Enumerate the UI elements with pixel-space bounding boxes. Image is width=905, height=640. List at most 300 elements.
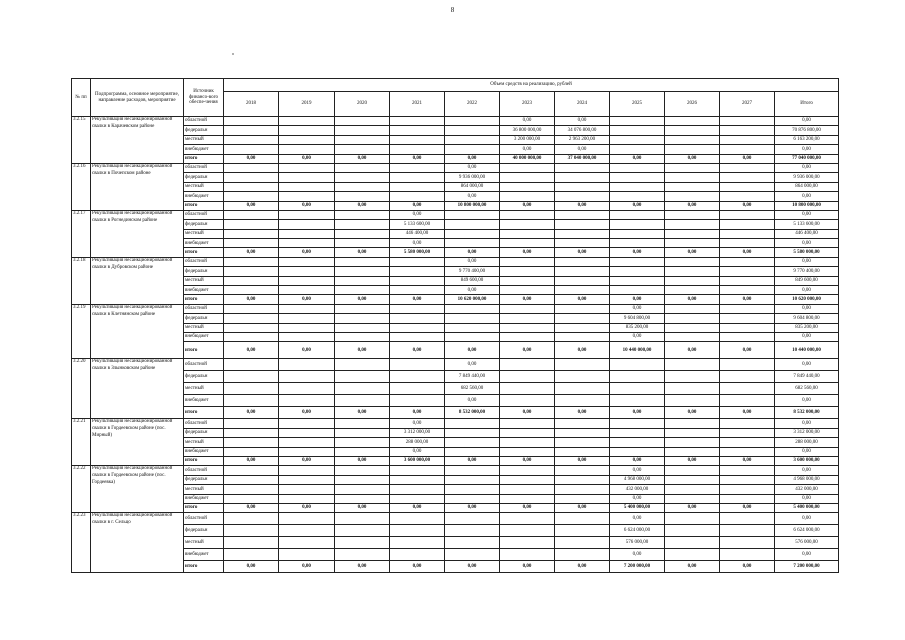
amount-cell (610, 371, 665, 383)
amount-cell: 0,00 (665, 503, 720, 512)
amount-cell: 9 604 800,00 (610, 314, 665, 323)
amount-cell (610, 126, 665, 135)
total-cell: 835 200,00 (775, 323, 839, 332)
amount-cell (610, 257, 665, 266)
amount-cell (500, 286, 555, 295)
amount-cell (720, 286, 775, 295)
table-row (72, 323, 839, 332)
table-row (72, 267, 839, 276)
total-cell: 7 200 000,00 (775, 561, 839, 573)
amount-cell (224, 192, 279, 201)
item-name: Рекультивация несанкционированной свалки в Злынковском районе (91, 359, 184, 419)
total-cell: 0,00 (775, 304, 839, 313)
item-name: Рекультивация несанкционированной свалки в Гордеевском районе (пос. Гордеевка) (91, 466, 184, 513)
amount-cell (279, 371, 335, 383)
funding-source: итого (184, 456, 224, 465)
amount-cell (224, 314, 279, 323)
amount-cell (224, 494, 279, 503)
funding-source: областной (184, 304, 224, 313)
amount-cell: 0,00 (500, 201, 555, 210)
table-row (72, 182, 839, 191)
amount-cell (665, 323, 720, 332)
total-cell: 77 040 000,00 (775, 154, 839, 163)
amount-cell (500, 383, 555, 395)
table-row (72, 438, 839, 447)
amount-cell (224, 485, 279, 494)
total-cell: 9 936 000,00 (775, 173, 839, 182)
amount-cell: 0,00 (224, 201, 279, 210)
funding-source: итого (184, 154, 224, 163)
amount-cell: 0,00 (390, 561, 445, 573)
amount-cell: 4 968 000,00 (610, 475, 665, 484)
amount-cell (390, 549, 445, 561)
amount-cell (500, 239, 555, 248)
total-cell: 0,00 (775, 359, 839, 371)
item-name: Рекультивация несанкционированной свалки в Рогнединском районе (91, 210, 184, 257)
funding-source: федеральн (184, 525, 224, 537)
amount-cell: 0,00 (279, 295, 335, 304)
amount-cell (390, 485, 445, 494)
amount-cell (555, 323, 610, 332)
amount-cell (335, 549, 390, 561)
amount-cell: 0,00 (279, 561, 335, 573)
table-row (72, 342, 839, 359)
total-cell: 0,00 (775, 145, 839, 154)
amount-cell (555, 220, 610, 229)
amount-cell (555, 485, 610, 494)
amount-cell: 3 600 000,00 (390, 456, 445, 465)
amount-cell: 0,00 (500, 407, 555, 419)
funding-source: внебюджет (184, 332, 224, 341)
total-cell: 8 532 000,00 (775, 407, 839, 419)
amount-cell (445, 525, 500, 537)
amount-cell (610, 192, 665, 201)
amount-cell: 835 200,00 (610, 323, 665, 332)
amount-cell (555, 267, 610, 276)
funding-source: местный (184, 383, 224, 395)
amount-cell (610, 117, 665, 126)
funding-source: итого (184, 407, 224, 419)
amount-cell (445, 438, 500, 447)
amount-cell: 9 936 000,00 (445, 173, 500, 182)
total-cell: 5 580 000,00 (775, 248, 839, 257)
total-cell: 0,00 (775, 117, 839, 126)
amount-cell: 0,00 (390, 295, 445, 304)
amount-cell (500, 229, 555, 238)
amount-cell (224, 286, 279, 295)
table-row (72, 485, 839, 494)
amount-cell (720, 229, 775, 238)
total-cell: 0,00 (775, 395, 839, 407)
table-row (72, 239, 839, 248)
amount-cell: 0,00 (390, 210, 445, 219)
amount-cell (665, 304, 720, 313)
amount-cell (610, 210, 665, 219)
amount-cell (445, 466, 500, 475)
funding-source: федеральн (184, 220, 224, 229)
amount-cell (335, 359, 390, 371)
amount-cell (720, 267, 775, 276)
amount-cell (224, 163, 279, 172)
table-row (72, 304, 839, 313)
funding-source: федеральн (184, 267, 224, 276)
amount-cell: 0,00 (610, 295, 665, 304)
amount-cell (390, 126, 445, 135)
amount-cell (720, 419, 775, 428)
amount-cell: 6 624 000,00 (610, 525, 665, 537)
amount-cell (279, 383, 335, 395)
amount-cell (665, 359, 720, 371)
amount-cell (390, 276, 445, 285)
amount-cell (335, 145, 390, 154)
amount-cell (279, 466, 335, 475)
amount-cell: 0,00 (555, 342, 610, 359)
total-cell: 9 604 800,00 (775, 314, 839, 323)
amount-cell (665, 466, 720, 475)
table-row (72, 447, 839, 456)
amount-cell (335, 192, 390, 201)
amount-cell (555, 475, 610, 484)
amount-cell: 0,00 (555, 407, 610, 419)
amount-cell (555, 257, 610, 266)
total-cell: 682 560,00 (775, 383, 839, 395)
total-cell: 6 163 200,00 (775, 135, 839, 144)
amount-cell: 0,00 (224, 407, 279, 419)
amount-cell (279, 192, 335, 201)
amount-cell (279, 304, 335, 313)
amount-cell: 0,00 (445, 257, 500, 266)
amount-cell (500, 525, 555, 537)
amount-cell: 0,00 (720, 456, 775, 465)
table-row (72, 359, 839, 371)
amount-cell (665, 537, 720, 549)
amount-cell: 0,00 (279, 407, 335, 419)
amount-cell (279, 447, 335, 456)
amount-cell (665, 267, 720, 276)
amount-cell (335, 126, 390, 135)
table-row (72, 286, 839, 295)
amount-cell (500, 304, 555, 313)
page-number: 8 (450, 6, 455, 14)
amount-cell (720, 525, 775, 537)
amount-cell (445, 145, 500, 154)
amount-cell (390, 513, 445, 525)
amount-cell (665, 182, 720, 191)
table-row (72, 135, 839, 144)
amount-cell (335, 163, 390, 172)
table-row (72, 145, 839, 154)
amount-cell (665, 173, 720, 182)
table-row (72, 257, 839, 266)
amount-cell: 0,00 (665, 407, 720, 419)
table-row (72, 475, 839, 484)
amount-cell (390, 163, 445, 172)
amount-cell (224, 323, 279, 332)
amount-cell: 0,00 (500, 456, 555, 465)
amount-cell (224, 182, 279, 191)
amount-cell: 0,00 (555, 145, 610, 154)
header-volume: Объем средств на реализацию, рублей (224, 79, 839, 92)
table-row (72, 210, 839, 219)
amount-cell (335, 513, 390, 525)
table-row (72, 537, 839, 549)
amount-cell (445, 117, 500, 126)
funding-source: итого (184, 561, 224, 573)
amount-cell (665, 239, 720, 248)
item-name: Рекультивация несанкционированной свалки в Карачевском районе (91, 117, 184, 164)
amount-cell (390, 466, 445, 475)
amount-cell (555, 428, 610, 437)
total-cell: 0,00 (775, 192, 839, 201)
amount-cell: 3 200 000,00 (500, 135, 555, 144)
amount-cell (445, 475, 500, 484)
amount-cell (500, 276, 555, 285)
amount-cell: 0,00 (610, 494, 665, 503)
item-number: 3.2.23 (72, 513, 91, 573)
amount-cell (500, 428, 555, 437)
funding-source: местный (184, 182, 224, 191)
amount-cell: 0,00 (720, 248, 775, 257)
amount-cell: 0,00 (500, 295, 555, 304)
amount-cell (665, 145, 720, 154)
amount-cell (500, 549, 555, 561)
amount-cell (335, 135, 390, 144)
amount-cell (445, 126, 500, 135)
amount-cell: 0,00 (335, 201, 390, 210)
total-cell: 3 312 000,00 (775, 428, 839, 437)
amount-cell: 288 000,00 (390, 438, 445, 447)
amount-cell: 0,00 (445, 286, 500, 295)
amount-cell (224, 145, 279, 154)
amount-cell (720, 549, 775, 561)
amount-cell: 0,00 (610, 332, 665, 341)
amount-cell (555, 419, 610, 428)
amount-cell (445, 314, 500, 323)
amount-cell: 0,00 (500, 145, 555, 154)
amount-cell (555, 210, 610, 219)
amount-cell (279, 314, 335, 323)
total-cell: 0,00 (775, 210, 839, 219)
table-row (72, 314, 839, 323)
amount-cell: 0,00 (665, 456, 720, 465)
amount-cell (665, 419, 720, 428)
amount-cell (279, 126, 335, 135)
amount-cell: 0,00 (279, 342, 335, 359)
funding-source: областной (184, 466, 224, 475)
amount-cell (500, 513, 555, 525)
amount-cell (720, 304, 775, 313)
amount-cell (224, 525, 279, 537)
table-row (72, 163, 839, 172)
item-number: 3.2.16 (72, 163, 91, 210)
amount-cell (390, 173, 445, 182)
funding-source: итого (184, 295, 224, 304)
amount-cell (335, 239, 390, 248)
amount-cell (224, 210, 279, 219)
header-total: Итого (775, 92, 839, 117)
amount-cell: 0,00 (279, 154, 335, 163)
table-row (72, 295, 839, 304)
amount-cell: 0,00 (335, 154, 390, 163)
amount-cell (720, 117, 775, 126)
funding-source: внебюджет (184, 192, 224, 201)
amount-cell (390, 383, 445, 395)
funding-source: внебюджет (184, 286, 224, 295)
table-row (72, 456, 839, 465)
amount-cell: 0,00 (224, 295, 279, 304)
amount-cell (610, 163, 665, 172)
amount-cell (445, 419, 500, 428)
amount-cell (555, 314, 610, 323)
total-cell: 849 600,00 (775, 276, 839, 285)
amount-cell (665, 383, 720, 395)
amount-cell: 10 440 000,00 (610, 342, 665, 359)
amount-cell: 0,00 (224, 154, 279, 163)
amount-cell (665, 126, 720, 135)
amount-cell (279, 419, 335, 428)
amount-cell (279, 229, 335, 238)
amount-cell (224, 229, 279, 238)
total-cell: 3 600 000,00 (775, 456, 839, 465)
amount-cell (279, 135, 335, 144)
table-row (72, 525, 839, 537)
amount-cell (555, 182, 610, 191)
item-name: Рекультивация несанкционированной свалки в г. Сельцо (91, 513, 184, 573)
amount-cell (720, 135, 775, 144)
amount-cell: 0,00 (610, 456, 665, 465)
amount-cell (390, 359, 445, 371)
table-row (72, 407, 839, 419)
amount-cell (555, 537, 610, 549)
amount-cell (279, 286, 335, 295)
amount-cell (720, 332, 775, 341)
amount-cell (279, 267, 335, 276)
amount-cell: 0,00 (224, 342, 279, 359)
item-number: 3.2.18 (72, 257, 91, 304)
amount-cell (610, 135, 665, 144)
total-cell: 10 440 000,00 (775, 342, 839, 359)
funding-source: областной (184, 513, 224, 525)
total-cell: 5 400 000,00 (775, 503, 839, 512)
amount-cell (555, 383, 610, 395)
header-year: 2021 (390, 92, 445, 117)
funding-source: местный (184, 323, 224, 332)
table-row (72, 154, 839, 163)
amount-cell (279, 276, 335, 285)
amount-cell: 0,00 (500, 342, 555, 359)
amount-cell (610, 438, 665, 447)
table-row (72, 248, 839, 257)
amount-cell (335, 332, 390, 341)
amount-cell (335, 447, 390, 456)
amount-cell (665, 314, 720, 323)
amount-cell (665, 276, 720, 285)
header-year: 2023 (500, 92, 555, 117)
amount-cell (335, 485, 390, 494)
item-number: 3.2.15 (72, 117, 91, 164)
amount-cell (555, 163, 610, 172)
amount-cell (224, 267, 279, 276)
amount-cell (500, 438, 555, 447)
amount-cell (335, 117, 390, 126)
amount-cell: 0,00 (445, 503, 500, 512)
amount-cell: 5 580 000,00 (390, 248, 445, 257)
funding-source: местный (184, 135, 224, 144)
amount-cell (720, 173, 775, 182)
amount-cell (224, 359, 279, 371)
amount-cell (390, 192, 445, 201)
amount-cell (335, 383, 390, 395)
amount-cell (665, 135, 720, 144)
amount-cell: 2 963 200,00 (555, 135, 610, 144)
amount-cell: 0,00 (555, 456, 610, 465)
item-number: 3.2.21 (72, 419, 91, 466)
amount-cell (555, 304, 610, 313)
amount-cell: 0,00 (335, 295, 390, 304)
amount-cell (665, 229, 720, 238)
amount-cell (224, 276, 279, 285)
amount-cell: 0,00 (665, 154, 720, 163)
table-row (72, 494, 839, 503)
funding-source: внебюджет (184, 494, 224, 503)
amount-cell (555, 286, 610, 295)
amount-cell (555, 438, 610, 447)
amount-cell (279, 359, 335, 371)
table-row (72, 201, 839, 210)
amount-cell (279, 323, 335, 332)
header-year: 2026 (665, 92, 720, 117)
table-row (72, 419, 839, 428)
amount-cell (720, 371, 775, 383)
item-number: 3.2.17 (72, 210, 91, 257)
funding-source: федеральн (184, 428, 224, 437)
amount-cell: 0,00 (279, 201, 335, 210)
table-row (72, 220, 839, 229)
amount-cell (279, 475, 335, 484)
funding-source: внебюджет (184, 549, 224, 561)
scan-speck (232, 53, 234, 55)
amount-cell: 5 400 000,00 (610, 503, 665, 512)
total-cell: 10 800 000,00 (775, 201, 839, 210)
amount-cell: 37 040 000,00 (555, 154, 610, 163)
amount-cell (445, 332, 500, 341)
amount-cell: 10 620 000,00 (445, 295, 500, 304)
amount-cell (335, 419, 390, 428)
amount-cell (720, 126, 775, 135)
amount-cell (390, 332, 445, 341)
amount-cell (224, 371, 279, 383)
amount-cell: 0,00 (610, 304, 665, 313)
funding-source: областной (184, 359, 224, 371)
amount-cell: 0,00 (445, 561, 500, 573)
funding-source: местный (184, 485, 224, 494)
amount-cell (500, 537, 555, 549)
amount-cell (445, 447, 500, 456)
amount-cell: 0,00 (335, 407, 390, 419)
amount-cell: 0,00 (555, 201, 610, 210)
amount-cell (224, 549, 279, 561)
amount-cell: 0,00 (500, 117, 555, 126)
total-cell: 446 400,00 (775, 229, 839, 238)
amount-cell (555, 494, 610, 503)
funding-source: местный (184, 537, 224, 549)
amount-cell (720, 359, 775, 371)
table-row (72, 383, 839, 395)
amount-cell (500, 447, 555, 456)
amount-cell: 0,00 (555, 117, 610, 126)
amount-cell: 8 532 000,00 (445, 407, 500, 419)
amount-cell (390, 267, 445, 276)
